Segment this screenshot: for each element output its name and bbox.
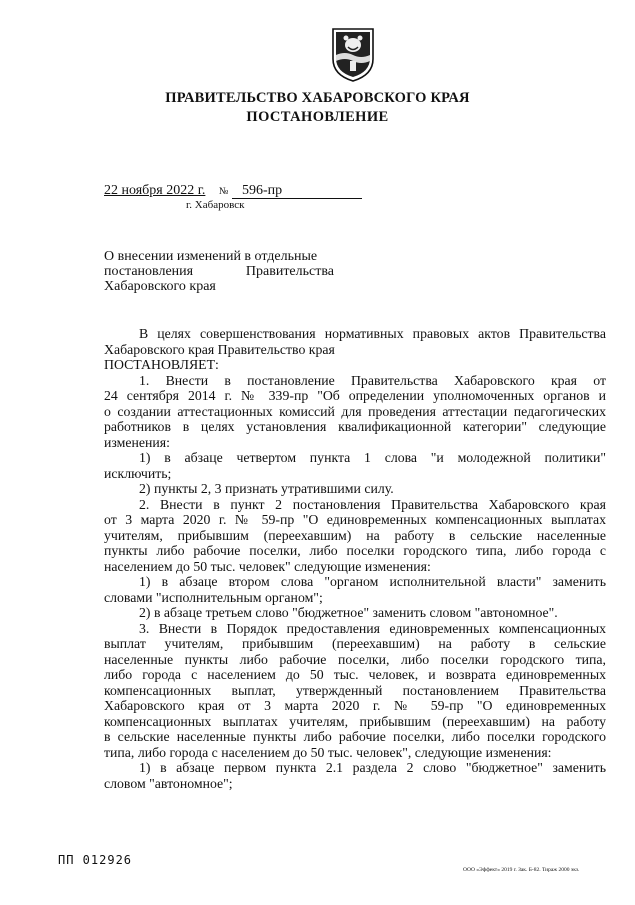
body-text-line: компенсационных выплатах учителям, прибывшим (переехавшим) на работу [104,713,606,729]
body-text-line: от 3 марта 2020 г. № 59-пр "О единовременных компенсационных выплатах [104,512,606,527]
body-text-line: 1) в абзаце четвертом пункта 1 слова "и молодежной политики" [139,450,606,465]
body-text-line: 24 сентября 2014 г. № 339-пр "Об определении уполномоченных органов и [104,388,606,403]
body-text-line: словом "автономное"; [104,775,233,791]
body-text-line: населенные пункты либо рабочие поселки, либо поселки городского типа, [104,651,606,667]
subject-word: Правительства [245,264,334,279]
body-text-line: 2) в абзаце третьем слово "бюджетное" заменить словом "автономное". [139,605,558,620]
body-text-line: выплат учителям, прибывшим (переехавшим) на работу в сельские [104,636,606,651]
body-text-line: 3. Внести в Порядок предоставления единовременных компенсационных [139,620,606,636]
body-text-line: изменения: [104,434,170,450]
body-text-line: В целях совершенствования нормативных правовых актов Правительства [139,326,606,341]
city-name: г. Хабаровск [186,199,245,211]
body-text-line: либо города с населением до 50 тыс. человек, и возврата единовременных [104,667,606,682]
body-text-line: работников в целях установления квалификационной категории" следующие [104,419,606,434]
body-text-line: Хабаровского края от 3 марта 2020 г. № 59-пр "О единовременных [104,698,606,713]
body-text-line: исключить; [104,465,172,481]
body-text-line: ПОСТАНОВЛЯЕТ: [104,357,219,372]
body-text-line: 2. Внести в пункт 2 постановления Правительства Хабаровского края [139,496,606,512]
document-number: 596-пр [232,184,362,199]
body-text-line: учителям, прибывшим (переехавшим) на работу в сельские населенные [104,527,606,543]
coat-of-arms-emblem [330,25,376,83]
government-name-heading: ПРАВИТЕЛЬСТВО ХАБАРОВСКОГО КРАЯ [165,90,470,106]
body-text-line: 1) в абзаце первом пункта 2.1 раздела 2 слово "бюджетное" заменить [139,760,606,775]
document-body [104,326,606,791]
subject-line [104,264,334,279]
body-text-line: в сельские населенные пункты либо рабочие поселки, либо поселки городского [104,729,606,744]
form-serial-code: ПП 012926 [58,853,133,867]
document-subject [104,249,334,294]
date-number-line [104,183,362,199]
body-text-line: 2) пункты 2, 3 признать утратившими силу. [139,481,394,496]
number-label: № [218,186,229,197]
body-text-line: Хабаровского края Правительство края [104,341,335,357]
body-text-line: о создании аттестационных комиссий для проведения аттестации педагогических [104,403,606,419]
document-type-heading: ПОСТАНОВЛЕНИЕ [246,109,389,125]
subject-line: Хабаровского края [104,279,216,294]
printer-imprint: ООО «Эффект» 2019 г. Зак. Б-82. Тираж 2000 экз. [463,867,580,873]
body-text-line: 1. Внести в постановление Правительства Хабаровского края от [139,372,606,388]
subject-line: О внесении изменений в отдельные [104,249,318,264]
document-date: 22 ноября 2022 г. [104,183,206,198]
body-text-line: пункты либо рабочие поселки, либо поселки городского типа, либо города с [104,543,606,558]
body-text-line: населением до 50 тыс. человек" следующие изменения: [104,558,431,574]
body-text-line: словами "исполнительным органом"; [104,589,323,605]
body-text-line: 1) в абзаце втором слова "органом исполнительной власти" заменить [139,574,606,589]
body-text-line: компенсационных выплат, утвержденный постановлением Правительства [104,682,606,698]
body-text-line: типа, либо города с населением до 50 тыс. человек", следующие изменения: [104,744,552,760]
subject-word: постановления [104,264,194,279]
